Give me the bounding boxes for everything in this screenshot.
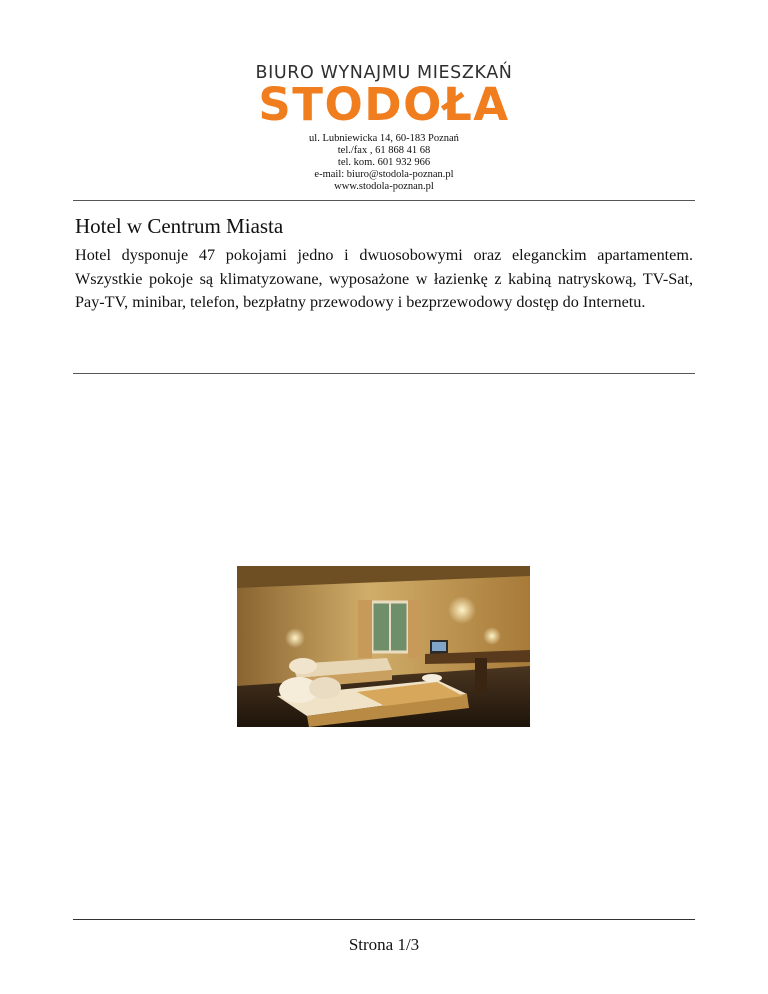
website-line[interactable]: www.stodola-poznan.pl — [334, 181, 434, 192]
company-logo — [0, 62, 768, 131]
logo-wordmark: STODOŁA — [258, 78, 510, 131]
hotel-description: Hotel dysponuje 47 pokojami jedno i dwuosobowymi oraz eleganckim apartamentem. Wszystkie pokoje są klimatyzowane, wyposażone w łazienkę z kabiną natryskową, TV-Sat, Pay-TV, minibar, telefon, bezpłatny przewodowy i bezprzewodowy dostęp do Internetu. — [75, 246, 693, 311]
email-line[interactable]: e-mail: biuro@stodola-poznan.pl — [314, 169, 454, 180]
page-title: Hotel w Centrum Miasta — [75, 214, 284, 238]
mobile-line: tel. kom. 601 932 966 — [337, 157, 431, 168]
address-line: ul. Lubniewicka 14, 60-183 Poznań — [309, 133, 459, 144]
hotel-room-photo — [237, 566, 530, 727]
section-divider — [73, 373, 695, 374]
header-divider — [73, 200, 695, 201]
page-number: Strona 1/3 — [348, 935, 420, 954]
contact-block — [0, 133, 768, 193]
room-illustration — [237, 566, 530, 727]
fax-line: tel./fax , 61 868 41 68 — [337, 145, 431, 156]
logo-tagline: BIURO WYNAJMU MIESZKAŃ — [255, 63, 513, 83]
footer-divider — [73, 919, 695, 920]
